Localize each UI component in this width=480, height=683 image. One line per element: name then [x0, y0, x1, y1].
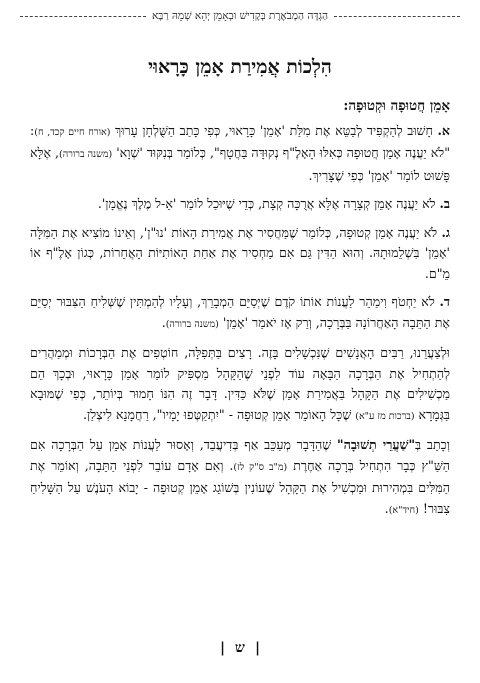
paragraph-text: שֶׁהַדָּבָר מְעַכֵּב אַף בְּדִיעֲבַד, וְאָסוּר לַעֲנוֹת אָמֵן עַל הַבְּרָכָה אִם הַשַּׁ"ץ כְּבָר הִתְחִיל בְּרָכָה אַחֶרֶת — [30, 437, 451, 473]
paragraph-list — [30, 121, 450, 522]
paragraph-letter: ג. — [441, 224, 450, 240]
paragraph-text: לֹא יַעֲנֶה אָמֵן קְטוּפָה, כְּלוֹמַר שֶׁמַּחֲסִיר אֶת אֲמִירַת הָאוֹת 'נוּ"ן', וְאֵינוֹ מוֹצִיא אֶת הַמִּלָּה 'אָמֵן' בִּשְׁלֵמוּתָהּ. וְהוּא הַדִּין גַּם אִם מַחְסִיר אֶת אַחַת הָאוֹתִיּוֹת הָאֲחֵרוֹת, כְּגוֹן אָלֶ"ף אוֹ מֵ"ם. — [30, 224, 450, 281]
page-title: הִלְכוֹת אֲמִירַת אָמֵן כָּרָאוּי — [148, 56, 332, 78]
source-citation: (אורח חיים קכד, ח) — [34, 126, 111, 138]
paragraph-text: לֹא יַעֲנֶה אָמֵן קְצָרָה אֶלָּא אֲרֻכָּה קְצָת, כְּדֵי שֶׁיּוּכַל לוֹמַר 'אֵ-ל מֶלֶךְ נֶאֱמָן'. — [97, 196, 440, 211]
paragraph-text: . וְאִם אָדָם עוֹבֵר לִפְנֵי הַתֵּבָה, וְאוֹמֵר אֶת הַמִּלִּים בִּמְהִירוּת וּמַכְשִׁיל אֶת הַקָּהָל שֶׁעוֹנִין בְּשׁוֹגֵג אָמֵן קְטוּפָה - יָבוֹא הָעֹנֶשׁ עַל הַשָּׁלִיחַ צִבּוּר! — [30, 457, 450, 516]
paragraph-text: חָשׁוּב לְהַקְפִּיד לְבַטֵּא אֶת מִלַּת 'אָמֵן' כָּרָאוּי, כְּפִי כָּתַב הַשֻּׁלְחָן עָרוּךְ — [110, 122, 438, 138]
paragraph-text: : "לֹא יַעֲנֶה אָמֵן חֲטוּפָה כְּאִלּוּ הָאָלֶ"ף נְקוּדָּה בַּחֲטָף", כְּלוֹמַר בְּנִקּוּד 'שְׁוָא' — [30, 122, 450, 160]
source-citation: (משנה ברורה) — [165, 318, 219, 330]
source-citation: (חיד"א) — [388, 504, 419, 516]
page-number-letter: ש — [235, 640, 245, 656]
paragraph-text: . — [384, 500, 389, 516]
header-rule-right — [334, 16, 460, 17]
page-number: |ש| — [219, 640, 261, 656]
paragraph-text: שֶׁכָּל הָאוֹמֵר אָמֵן קְטוּפָה - "יִתְקַטְּפוּ יָמָיו", רַחֲמָנָא לִיצְלַן. — [83, 406, 356, 422]
body-content — [30, 96, 450, 529]
running-header — [20, 10, 460, 22]
paragraph — [30, 435, 450, 521]
running-header-text: הַגְדָּה הַמְבֹאֶרֶת בְּקָדִישׁ וּבְאָמֵן יְהֵא שְׁמֵהּ רַבָּא — [152, 10, 328, 22]
section-heading: אָמֵן חֲטוּפָה וּקְטוּפָה: — [343, 98, 450, 114]
paragraph — [30, 292, 450, 335]
header-rule-left — [20, 16, 146, 17]
paragraph-text: , אֶלָּא פָּשׁוּט לוֹמַר 'אָמֵן' כְּפִי שֶׁצָּרִיךְ. — [30, 145, 450, 183]
paragraph — [30, 223, 450, 285]
source-citation: (מ"ב ס"ק לז) — [233, 461, 288, 473]
paragraph-letter: א. — [437, 122, 450, 138]
paragraph — [30, 121, 450, 187]
paragraph-text: . — [161, 314, 166, 330]
paragraph-letter: ד. — [439, 294, 450, 309]
paragraph-text: וְכָתַב בְּ — [415, 437, 451, 452]
paragraph — [30, 194, 450, 215]
book-title: "שַׁעֲרֵי תְשׁוּבָה" — [337, 437, 416, 452]
paragraph — [30, 343, 450, 427]
paragraph-letter: ב. — [439, 196, 450, 211]
source-citation: (ברכות מז ע"א) — [355, 410, 415, 422]
source-citation: (משנה ברורה) — [59, 149, 113, 160]
paragraph-text: לֹא יַחְטֹף וִימַהֵר לַעֲנוֹת אוֹתוֹ קֹדֶם שֶׁיְּסַיֵּם הַמְבָרֵךְ, וְעָלָיו לְהַמְתִּין שֶׁשְּׁלִיחַ הַצִּבּוּר יְסַיֵּם אֶת הַתֵּבָה הָאַחֲרוֹנָה בַּבְּרָכָה, וְרַק אָז יֹאמַר 'אָמֵן' — [30, 294, 450, 330]
paragraph-text: וּלְצַעֲרֵנוּ, רַבִּים הָאֲנָשִׁים שֶׁנִּכְשָׁלִים בָּזֶה. רָצִים בַּתְּפִלָּה, חוֹטְפִים אֶת הַבְּרָכוֹת וּמְמַהֲרִים לְהַתְחִיל אֶת הַבְּרָכָה הַבָּאָה עוֹד לִפְנֵי שֶׁהַקָּהָל מַסְפִּיק לוֹמַר אָמֵן כָּרָאוּי, וּבְכָךְ הֵם מַכְשִׁילִים אֶת הַקָּהָל בַּאֲמִירַת אָמֵן שֶׁלֹּא כַּדִּין. דָּבָר זֶה הִנּוֹ חָמוּר בְּיוֹתֵר, כְּפִי שֶׁמּוּבָא בַּגְּמָרָא — [30, 345, 450, 422]
